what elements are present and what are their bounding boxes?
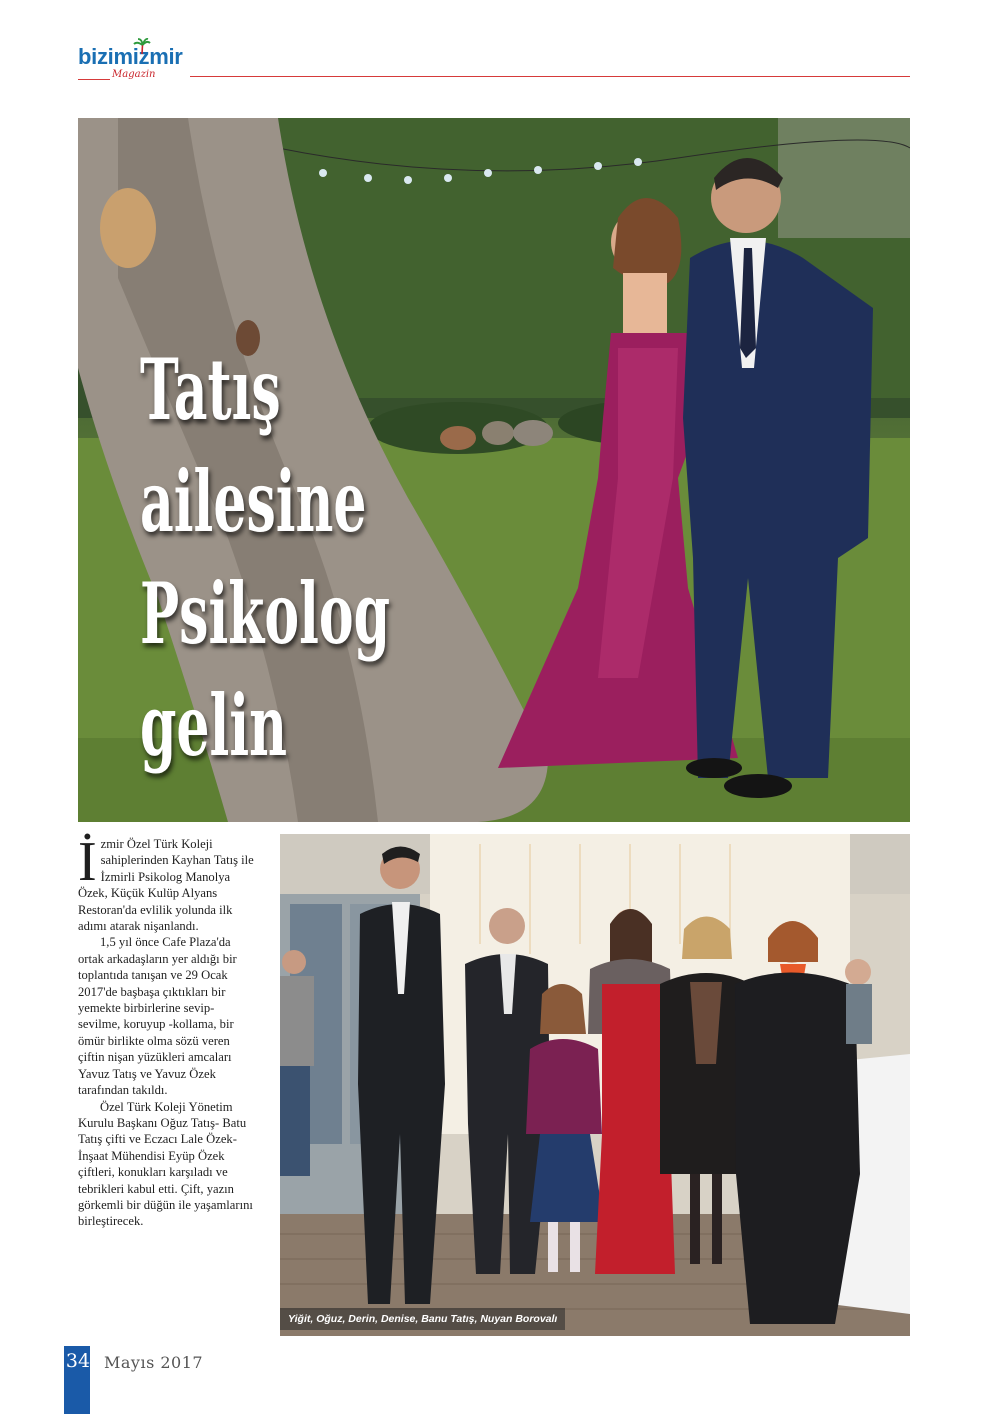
- headline-line: gelin: [140, 676, 287, 775]
- article-body: [78, 831, 258, 1230]
- page-number: 34: [65, 1350, 91, 1372]
- article-headline: [140, 334, 390, 782]
- article-paragraph-text: zmir Özel Türk Koleji sahiplerinden Kayhan Tatış ile İzmirli Psikolog Manolya Özek, Küçük Kulüp Alyans Restoran'da evlilik yolunda ilk adımı atarak nişanlandı.: [78, 837, 254, 934]
- issue-date: Mayıs 2017: [104, 1353, 204, 1372]
- logo-subtitle: Magazin: [112, 69, 156, 80]
- article-paragraph: 1,5 yıl önce Cafe Plaza'da ortak arkadaşların yer aldığı bir toplantıda tanışan ve 29 Ocak 2017'de başbaşa çıktıkları bir yemekte birbirlerine sevip- sevilme, koruyup -kollama, bir ömür birlikte olma sözü veren çiftin nişan yüzükleri amcaları Yavuz Tatış ve Yavuz Özek tarafından takıldı.: [78, 935, 237, 1098]
- headline-line: Psikolog: [140, 564, 391, 663]
- header-divider-short: [78, 79, 110, 80]
- family-group-photo: [280, 834, 910, 1336]
- photo-caption: Yiğit, Oğuz, Derin, Denise, Banu Tatış, Nuyan Borovalı: [280, 1308, 565, 1330]
- palm-tree-icon: [133, 38, 151, 54]
- article-paragraph: [78, 831, 258, 934]
- header-divider: [190, 76, 910, 77]
- hero-photo: [78, 118, 910, 822]
- magazine-logo: [78, 44, 198, 84]
- headline-line: ailesine: [140, 452, 367, 551]
- group-photo: [280, 834, 910, 1336]
- drop-cap: İ: [78, 831, 97, 893]
- logo-wordmark: bizimizmir: [78, 44, 183, 69]
- article-paragraph: Özel Türk Koleji Yönetim Kurulu Başkanı Oğuz Tatış- Batu Tatış çifti ve Eczacı Lale Özek- İnşaat Mühendisi Eyüp Özek çiftleri, konukları karşıladı ve tebrikleri kabul etti. Çift, yazın görkemli bir düğün ile yaşamlarını birleştirecek.: [78, 1099, 253, 1229]
- headline-line: Tatış: [140, 340, 281, 439]
